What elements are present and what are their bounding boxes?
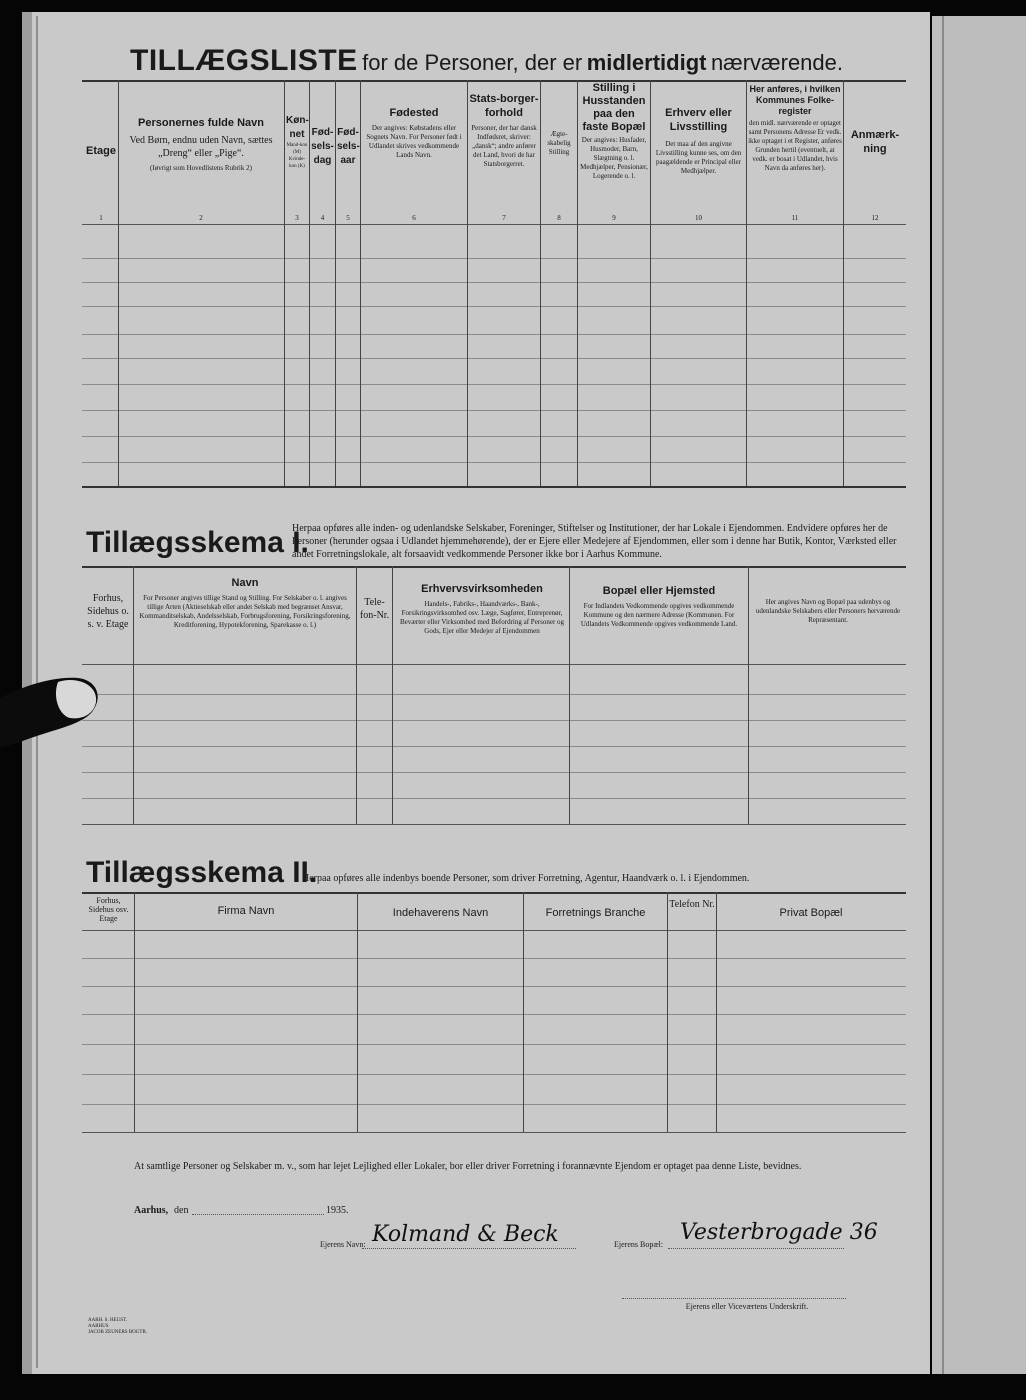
s2-col-etage-header: Forhus, Sidehus osv. Etage: [88, 896, 129, 923]
printer-mark: AARH. S. HEUST. AARHUS JACOB ZEUNERS BOGTR.: [88, 1318, 148, 1335]
col-num-5: 5: [346, 214, 350, 222]
s1-col-erhverv-header: [396, 582, 568, 636]
s1-col-repr-header: Her angives Navn og Bopæl paa udenbys og udenlandske Selskabers eller Personers herværende Repræsentant.: [755, 598, 901, 624]
s1-col-bopael-desc: For Indlandets Vedkommende opgives vedkommende Kommune og den nærmere Adresse (Kommunen. For Udlandets Vedkommende opgives vedkommende Land.: [580, 602, 738, 628]
col-stilling-desc: Der angives: Husfader, Husmoder, Barn, Slægtning o. l. Medhjælper, Pensionær, Logerende o. l.: [580, 136, 648, 180]
s2-col-telefon-header: Telefon Nr.: [669, 899, 715, 910]
s1-col-telefon-header: Tele-fon-Nr.: [359, 597, 390, 621]
year-label: 1935.: [326, 1205, 349, 1216]
owner-name-line: [362, 1248, 576, 1249]
s2-col-bopael-header: Privat Bopæl: [779, 907, 843, 919]
s2-col-firma-header: Firma Navn: [217, 905, 275, 917]
title-bold2: midlertidigt: [586, 50, 707, 75]
s1-col-etage-header: Forhus, Sidehus o. s. v. Etage: [87, 593, 129, 630]
title-rest: for de Personer, der er: [362, 50, 583, 75]
col-statsborger-header: [469, 92, 539, 169]
s1-col-erhverv-desc: Handels-, Fabriks-, Haandværks-, Bank-, Forsikringsvirksomhed osv. Læge, Sagfører, Entreprenør, Beværter eller Virksomhed med Befordring af Personer og Gods, Ejer eller Medejer af Ejendommen: [399, 600, 565, 635]
owner-address-label: Ejerens Bopæl:: [614, 1240, 664, 1249]
col-fodested-desc: Der angives: Købstadens eller Sognets Navn. For Personer født i Udlandet skrives vedkommende Lands Navn.: [366, 124, 462, 159]
col-num-2: 2: [199, 214, 203, 222]
col-num-9: 9: [612, 214, 616, 222]
adjacent-page: [932, 16, 1026, 1374]
city-label: Aarhus,: [134, 1205, 169, 1216]
col-anmaerkning-header: Anmærk-ning: [850, 129, 900, 155]
col-statsborger-desc: Personer, der har dansk Indfødsret, skriver: „dansk“; andre anfører det Land, hvori de har Statsborgerret.: [471, 124, 537, 168]
skema2-title: Tillægsskema II.: [86, 856, 318, 889]
col-kon-title: Køn-net: [286, 115, 309, 140]
col-kon-desc: Mand-kon (M) Kvinde-kon (K): [286, 143, 308, 169]
owner-address-line: [668, 1248, 844, 1249]
skema1-title: Tillægsskema I.: [86, 526, 309, 559]
owner-address-handwritten: Vesterbrogade 36: [680, 1220, 878, 1245]
col-erhverv-desc: Det maa af den angivne Livsstilling kunne ses, om den paagældende er Principal eller Medhjælper.: [655, 140, 742, 175]
owner-name-label: Ejerens Navn:: [320, 1240, 366, 1249]
col-num-11: 11: [791, 214, 799, 222]
col-navn-title: Personernes fulde Navn: [138, 117, 264, 129]
col-folkeregister-title: Her anføres, i hvilken Kommunes Folke-register: [749, 84, 841, 116]
col-fodselsdag-header: Fød-sels-dag: [311, 127, 334, 166]
col-num-1: 1: [99, 214, 103, 222]
col-navn-header: [120, 116, 282, 173]
col-fodselsaar-header: Fød-sels-aar: [337, 127, 360, 166]
owner-name-handwritten: Kolmand & Beck: [372, 1222, 559, 1247]
den-label: den: [174, 1205, 189, 1216]
col-erhverv-header: [652, 106, 745, 176]
col-navn-desc2: (Iøvrigt som Hovedlistens Rubrik 2): [150, 164, 252, 172]
col-erhverv-title: Erhverv eller Livsstilling: [665, 107, 732, 133]
date-line: [192, 1214, 324, 1215]
s1-col-navn-header: [136, 576, 354, 630]
signature-line: [622, 1298, 846, 1299]
col-kon-header: [286, 114, 308, 170]
signature-label: Ejerens eller Viceværtens Underskrift.: [685, 1302, 809, 1311]
thumb-holding-page: [0, 668, 100, 752]
col-num-10: 10: [695, 214, 702, 222]
col-fodested-header: [363, 106, 465, 160]
skema1-intro: Herpaa opføres alle inden- og udenlandske Selskaber, Foreninger, Stiftelser og Institutioner, der har Lokale i Ejendommen. Endvidere opføres her de Personer (herunder ogsaa i Udlandet hjemmehørende), der er Ejere eller Medejere af Ejendommen, eller som i denne har Butik, Kontor, Værksted eller andet Forretningslokale, alt forsaavidt vedkommende Personer ikke bor i Aarhus Kommune.: [292, 523, 897, 560]
col-num-4: 4: [320, 214, 325, 222]
col-stilling-title: Stilling i Husstanden paa den faste Bopæl: [582, 82, 646, 133]
col-folkeregister-header: [748, 84, 842, 173]
skema2-intro: Herpaa opføres alle indenbys boende Personer, som driver Forretning, Agentur, Haandværk o. l. i Ejendommen.: [302, 873, 750, 884]
col-aegteskab-header: Ægte-skabelig Stilling: [547, 130, 571, 156]
col-num-7: 7: [502, 214, 506, 222]
col-num-3: 3: [295, 214, 299, 222]
s1-col-bopael-title: Bopæl eller Hjemsted: [602, 585, 716, 597]
col-stilling-header: [579, 82, 649, 181]
s1-col-erhverv-title: Erhvervsvirksomheden: [421, 583, 543, 595]
col-num-8: 8: [557, 214, 561, 222]
s1-col-navn-title: Navn: [231, 577, 259, 589]
s1-col-bopael-header: [572, 584, 746, 629]
s1-col-navn-desc: For Personer angives tillige Stand og Stilling. For Selskaber o. l. angives tillige Arten (Aktieselskab eller andet Selskab med begrænset Ansvar, Kommanditselskab, Andelsselskab, Forbrugsforening, Forsikringsforening, Kreditforening, Hypotekforening, Sparekasse o. l.): [139, 594, 351, 629]
s2-col-branche-header: Forretnings Branche: [545, 907, 646, 919]
col-fodested-title: Fødested: [389, 107, 439, 119]
col-statsborger-title: Stats-borger-forhold: [469, 93, 539, 119]
col-num-6: 6: [412, 214, 416, 222]
declaration-text: At samtlige Personer og Selskaber m. v., som har lejet Lejlighed eller Lokaler, bor eller driver Forretning i forannævnte Ejendom er optaget paa denne Liste, bevidnes.: [134, 1161, 802, 1172]
col-navn-desc: Ved Børn, endnu uden Navn, sættes „Dreng“ eller „Pige“.: [129, 135, 273, 159]
title-rest2: nærværende.: [710, 50, 844, 75]
s2-col-indehaver-header: Indehaverens Navn: [392, 907, 489, 919]
col-num-12: 12: [871, 214, 879, 222]
title-bold: TILLÆGSLISTE: [130, 44, 358, 77]
main-title: [130, 44, 843, 78]
col-folkeregister-desc: den midl. nærværende er optaget samt Personens Adresse Er vedk. ikke optaget i et Register, anføres Grunden hertil (eventuelt, at vedk. er bosat i Udlandet, hvis Navn da anføres her).: [748, 119, 842, 172]
col-etage-header: Etage: [86, 145, 116, 157]
